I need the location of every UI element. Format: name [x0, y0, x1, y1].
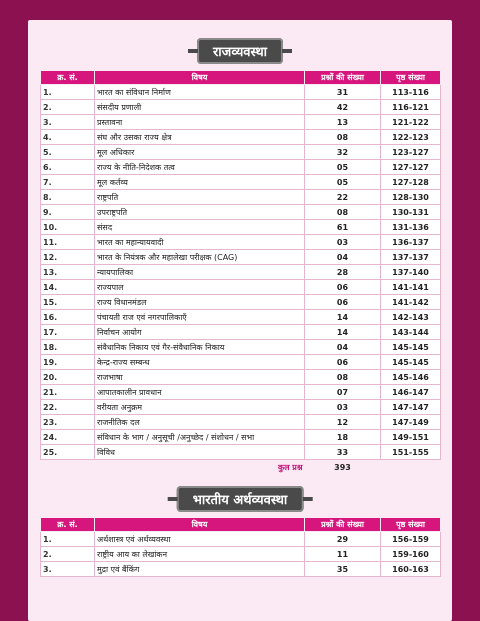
row-page-range: 137-137: [381, 250, 441, 265]
row-subject: पंचायती राज एवं नगरपालिकाएँ: [95, 310, 305, 325]
row-page-range: 145-146: [381, 370, 441, 385]
row-subject: राष्ट्रीय आय का लेखांकन: [95, 547, 305, 562]
row-page-range: 137-140: [381, 265, 441, 280]
table-row: [41, 265, 441, 280]
table-row: [41, 310, 441, 325]
row-subject: मूल अधिकार: [95, 145, 305, 160]
table-row: [41, 190, 441, 205]
row-subject: भारत के नियंत्रक और महालेखा परीक्षक (CAG): [95, 250, 305, 265]
row-subject: संसद: [95, 220, 305, 235]
header-question-count: प्रश्नों की संख्या: [305, 518, 381, 532]
table-row: [41, 532, 441, 547]
section-title-polity: राजव्यवस्था: [197, 38, 283, 64]
total-spacer: [381, 460, 441, 475]
table-row: [41, 295, 441, 310]
row-page-range: 141-142: [381, 295, 441, 310]
table-row: [41, 547, 441, 562]
row-serial: 3.: [41, 115, 95, 130]
table-row: [41, 160, 441, 175]
row-subject: भारत का संविधान निर्माण: [95, 85, 305, 100]
row-serial: 24.: [41, 430, 95, 445]
row-subject: संवैधानिक निकाय एवं गैर-संवैधानिक निकाय: [95, 340, 305, 355]
row-question-count: 22: [305, 190, 381, 205]
row-question-count: 32: [305, 145, 381, 160]
row-serial: 14.: [41, 280, 95, 295]
row-page-range: 160-163: [381, 562, 441, 577]
header-serial: क्र. सं.: [41, 71, 95, 85]
row-serial: 10.: [41, 220, 95, 235]
row-question-count: 08: [305, 205, 381, 220]
row-subject: राजनीतिक दल: [95, 415, 305, 430]
row-page-range: 142-143: [381, 310, 441, 325]
total-spacer: [41, 460, 95, 475]
row-page-range: 147-149: [381, 415, 441, 430]
row-question-count: 13: [305, 115, 381, 130]
row-subject: विविध: [95, 445, 305, 460]
row-subject: मुद्रा एवं बैंकिंग: [95, 562, 305, 577]
row-subject: मूल कर्तव्य: [95, 175, 305, 190]
table-row: [41, 130, 441, 145]
row-serial: 9.: [41, 205, 95, 220]
polity-table-body: [41, 85, 441, 475]
header-serial: क्र. सं.: [41, 518, 95, 532]
row-question-count: 14: [305, 325, 381, 340]
row-page-range: 131-136: [381, 220, 441, 235]
header-subject: विषय: [95, 518, 305, 532]
row-question-count: 28: [305, 265, 381, 280]
row-page-range: 116-121: [381, 100, 441, 115]
row-serial: 21.: [41, 385, 95, 400]
row-subject: केन्द्र-राज्य सम्बन्ध: [95, 355, 305, 370]
row-page-range: 128-130: [381, 190, 441, 205]
row-page-range: 127-128: [381, 175, 441, 190]
table-row: [41, 340, 441, 355]
row-subject: वरीयता अनुक्रम: [95, 400, 305, 415]
row-page-range: 127-127: [381, 160, 441, 175]
table-row: [41, 175, 441, 190]
table-row: [41, 145, 441, 160]
row-page-range: 145-145: [381, 340, 441, 355]
row-serial: 25.: [41, 445, 95, 460]
row-serial: 1.: [41, 532, 95, 547]
table-row: [41, 325, 441, 340]
page-sheet: [28, 20, 452, 621]
row-subject: उपराष्ट्रपति: [95, 205, 305, 220]
row-page-range: 141-141: [381, 280, 441, 295]
row-page-range: 122-123: [381, 130, 441, 145]
row-serial: 23.: [41, 415, 95, 430]
table-row: [41, 85, 441, 100]
row-page-range: 123-127: [381, 145, 441, 160]
total-row: [41, 460, 441, 475]
row-subject: राज्यपाल: [95, 280, 305, 295]
table-row: [41, 400, 441, 415]
row-question-count: 42: [305, 100, 381, 115]
table-row: [41, 355, 441, 370]
table-row: [41, 250, 441, 265]
row-question-count: 14: [305, 310, 381, 325]
table-row: [41, 562, 441, 577]
row-serial: 22.: [41, 400, 95, 415]
row-serial: 11.: [41, 235, 95, 250]
row-subject: संघ और उसका राज्य क्षेत्र: [95, 130, 305, 145]
row-question-count: 03: [305, 400, 381, 415]
row-page-range: 159-160: [381, 547, 441, 562]
section-title-economy: भारतीय अर्थव्यवस्था: [177, 486, 304, 512]
row-page-range: 113-116: [381, 85, 441, 100]
header-page-number: पृष्ठ संख्या: [381, 518, 441, 532]
row-question-count: 12: [305, 415, 381, 430]
row-serial: 6.: [41, 160, 95, 175]
row-question-count: 04: [305, 250, 381, 265]
polity-table: [40, 70, 441, 474]
row-subject: राज्य के नीति-निदेशक तत्व: [95, 160, 305, 175]
row-subject: प्रस्तावना: [95, 115, 305, 130]
row-question-count: 11: [305, 547, 381, 562]
row-serial: 7.: [41, 175, 95, 190]
row-question-count: 35: [305, 562, 381, 577]
table-row: [41, 385, 441, 400]
row-page-range: 143-144: [381, 325, 441, 340]
table-row: [41, 100, 441, 115]
row-question-count: 07: [305, 385, 381, 400]
row-question-count: 04: [305, 340, 381, 355]
row-page-range: 145-145: [381, 355, 441, 370]
header-question-count: प्रश्नों की संख्या: [305, 71, 381, 85]
row-page-range: 146-147: [381, 385, 441, 400]
row-serial: 1.: [41, 85, 95, 100]
table-row: [41, 430, 441, 445]
row-question-count: 06: [305, 355, 381, 370]
row-subject: राष्ट्रपति: [95, 190, 305, 205]
row-subject: राज्य विधानमंडल: [95, 295, 305, 310]
row-subject: निर्वाचन आयोग: [95, 325, 305, 340]
header-page-number: पृष्ठ संख्या: [381, 71, 441, 85]
row-serial: 18.: [41, 340, 95, 355]
row-serial: 5.: [41, 145, 95, 160]
row-page-range: 151-155: [381, 445, 441, 460]
row-serial: 12.: [41, 250, 95, 265]
row-serial: 15.: [41, 295, 95, 310]
row-question-count: 06: [305, 295, 381, 310]
row-subject: संसदीय प्रणाली: [95, 100, 305, 115]
row-serial: 20.: [41, 370, 95, 385]
row-question-count: 18: [305, 430, 381, 445]
table-row: [41, 445, 441, 460]
row-page-range: 156-159: [381, 532, 441, 547]
table-header-row: [41, 518, 441, 532]
table-row: [41, 415, 441, 430]
row-subject: न्यायपालिका: [95, 265, 305, 280]
economy-table: [40, 517, 441, 577]
total-value: 393: [305, 460, 381, 475]
row-question-count: 03: [305, 235, 381, 250]
row-subject: अर्थशास्त्र एवं अर्थव्यवस्था: [95, 532, 305, 547]
row-question-count: 08: [305, 370, 381, 385]
row-question-count: 05: [305, 160, 381, 175]
row-serial: 2.: [41, 547, 95, 562]
row-question-count: 08: [305, 130, 381, 145]
economy-table-body: [41, 532, 441, 577]
table-row: [41, 205, 441, 220]
row-serial: 3.: [41, 562, 95, 577]
row-page-range: 149-151: [381, 430, 441, 445]
header-subject: विषय: [95, 71, 305, 85]
row-question-count: 06: [305, 280, 381, 295]
row-page-range: 147-147: [381, 400, 441, 415]
row-question-count: 33: [305, 445, 381, 460]
row-page-range: 121-122: [381, 115, 441, 130]
row-serial: 2.: [41, 100, 95, 115]
table-row: [41, 115, 441, 130]
row-page-range: 130-131: [381, 205, 441, 220]
row-serial: 16.: [41, 310, 95, 325]
row-serial: 4.: [41, 130, 95, 145]
row-serial: 17.: [41, 325, 95, 340]
table-header-row: [41, 71, 441, 85]
row-question-count: 05: [305, 175, 381, 190]
table-row: [41, 370, 441, 385]
row-subject: संविधान के भाग / अनुसूची /अनुच्छेद / संशोधन / सभा: [95, 430, 305, 445]
row-question-count: 61: [305, 220, 381, 235]
row-subject: राजभाषा: [95, 370, 305, 385]
table-row: [41, 235, 441, 250]
total-label: कुल प्रश्न: [95, 460, 305, 475]
row-subject: आपातकालीन प्रावधान: [95, 385, 305, 400]
table-row: [41, 280, 441, 295]
row-serial: 13.: [41, 265, 95, 280]
row-subject: भारत का महान्यायवादी: [95, 235, 305, 250]
row-page-range: 136-137: [381, 235, 441, 250]
row-question-count: 31: [305, 85, 381, 100]
table-row: [41, 220, 441, 235]
row-serial: 19.: [41, 355, 95, 370]
row-question-count: 29: [305, 532, 381, 547]
row-serial: 8.: [41, 190, 95, 205]
